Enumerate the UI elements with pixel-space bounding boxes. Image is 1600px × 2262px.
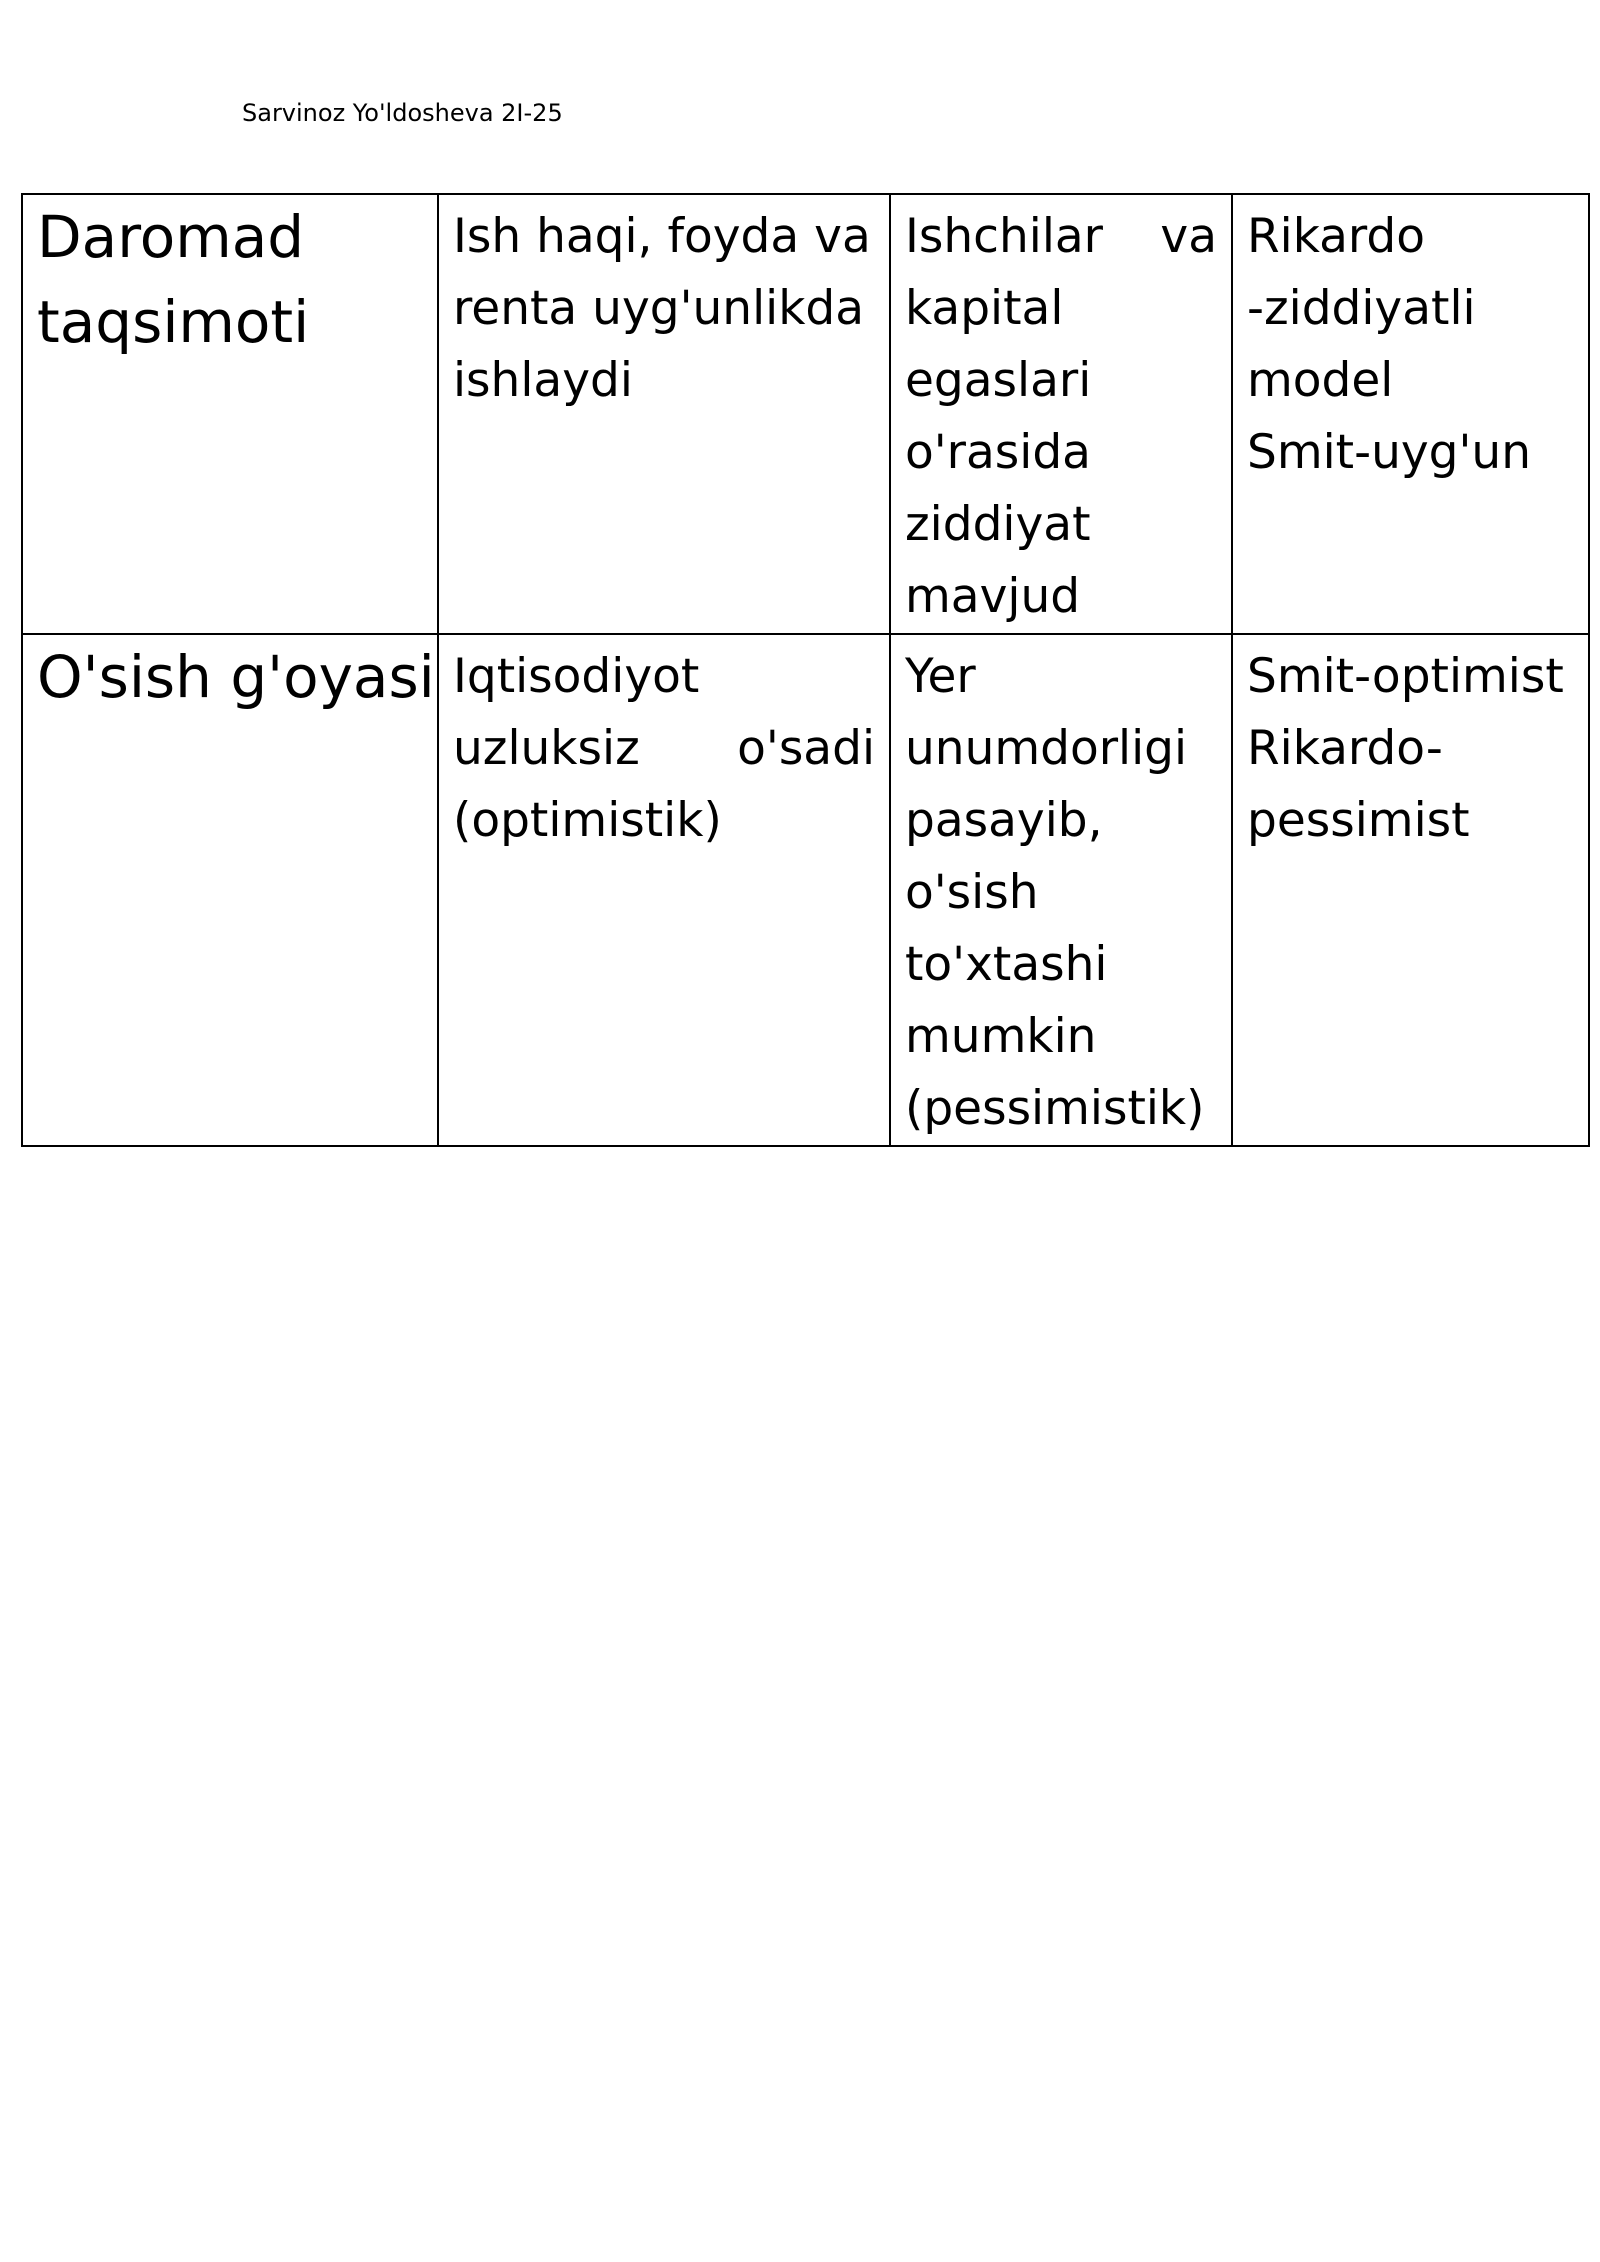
text-line: taqsimoti [37,288,310,356]
text-line: (pessimistik) [905,1081,1205,1136]
author-name-header: Sarvinoz Yo'ldosheva 2I-25 [242,99,563,127]
text-line: Rikardo [1247,209,1425,264]
cell-growth-ricardo [890,634,1232,1146]
row-title-growth-idea [22,634,438,1146]
text-line: O'sish g'oyasi [37,643,435,711]
text-line: ziddiyat [905,497,1091,552]
text-line: pasayib, [905,793,1103,848]
text-line: Ish haqi, foyda va [453,209,871,264]
text-line: model [1247,353,1394,408]
cell-growth-comparison [1232,634,1589,1146]
text-line: Iqtisodiyot [453,649,700,704]
text-line: (optimistik) [453,793,722,848]
text-line: mavjud [905,569,1081,624]
table-row-growth-idea [22,634,1589,1146]
text-line: Rikardo- [1247,721,1443,776]
row-title-income-distribution [22,194,438,634]
text-line: Smit-optimist [1247,649,1564,704]
cell-income-comparison [1232,194,1589,634]
word: o'sadi [737,721,875,776]
word: Ishchilar [905,209,1104,264]
text-line: Smit-uyg'un [1247,425,1531,480]
cell-growth-smith [438,634,890,1146]
text-line: Yer [905,649,976,704]
text-line: -ziddiyatli [1247,281,1476,336]
comparison-table [21,193,1590,1147]
word: va [1160,209,1217,264]
text-line: Daromad [37,203,305,271]
text-line: o'sish [905,865,1039,920]
word: uzluksiz [453,721,640,776]
cell-income-ricardo [890,194,1232,634]
text-line [905,201,1217,273]
text-line: o'rasida [905,425,1091,480]
text-line: renta uyg'unlikda [453,281,865,336]
text-line [453,713,875,785]
cell-income-smith [438,194,890,634]
text-line: pessimist [1247,793,1470,848]
text-line: to'xtashi [905,937,1108,992]
text-line: ishlaydi [453,353,633,408]
text-line: egaslari [905,353,1092,408]
text-line: kapital [905,281,1064,336]
text-line: mumkin [905,1009,1097,1064]
table-row-income-distribution [22,194,1589,634]
text-line: unumdorligi [905,721,1188,776]
